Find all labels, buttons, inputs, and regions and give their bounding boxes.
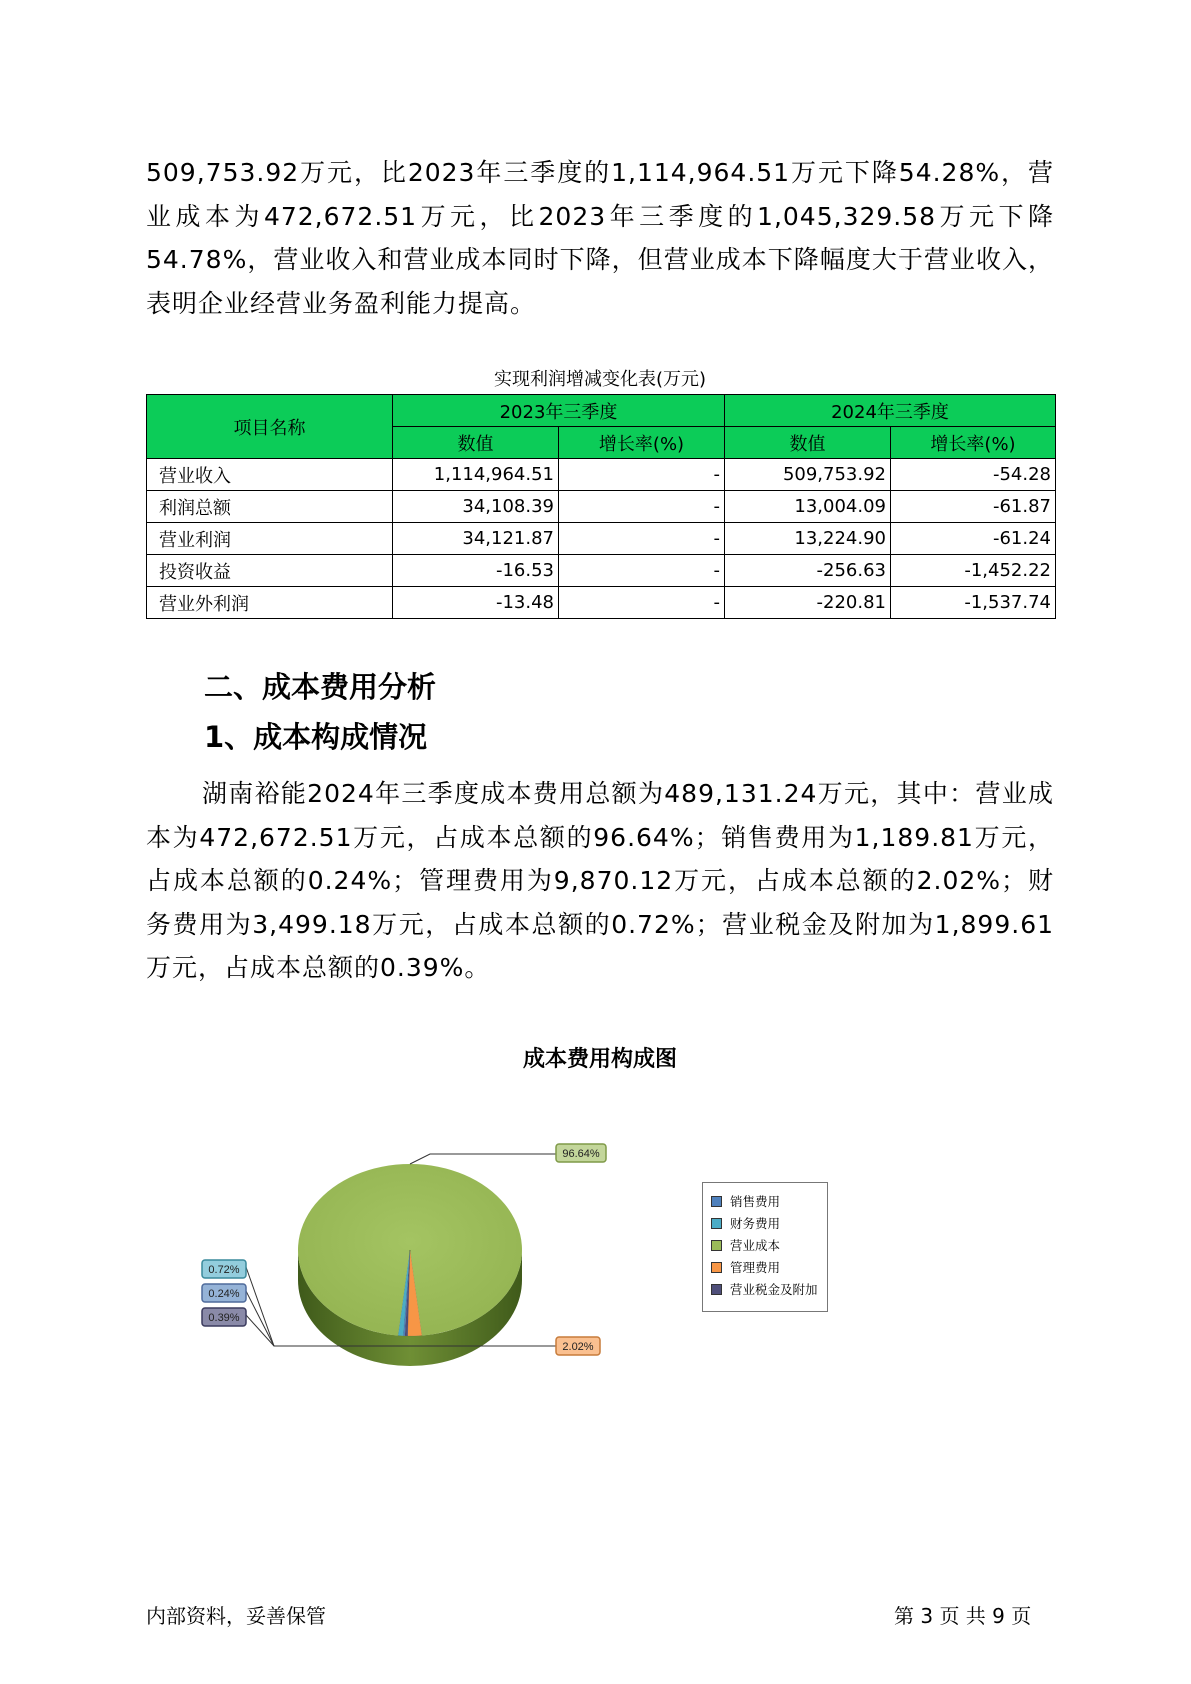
growth-2024: -1,537.74 (891, 587, 1056, 619)
data-label: 96.64% (562, 1148, 600, 1160)
value-2024: -220.81 (725, 587, 891, 619)
data-label: 0.72% (208, 1264, 240, 1276)
profit-change-table (146, 394, 1056, 619)
row-name: 营业利润 (147, 523, 393, 555)
legend-item (711, 1234, 827, 1256)
growth-2023: - (559, 523, 725, 555)
legend-swatch (711, 1218, 722, 1229)
legend-label: 销售费用 (730, 1194, 781, 1209)
intro-paragraph: 509,753.92万元，比2023年三季度的1,114,964.51万元下降54.28%，营业成本为472,672.51万元，比2023年三季度的1,045,329.58万元下降54.78%，营业收入和营业成本同时下降，但营业成本下降幅度大于营业收入，表明企业经营业务盈利能力提高。 (146, 158, 1054, 318)
chart-legend (702, 1182, 828, 1312)
table-row (147, 555, 1056, 587)
growth-2024: -61.87 (891, 491, 1056, 523)
legend-item (711, 1278, 827, 1300)
table-caption: 实现利润增减变化表(万元) (493, 369, 707, 390)
growth-2023: - (559, 587, 725, 619)
legend-item (711, 1212, 827, 1234)
growth-2024: -61.24 (891, 523, 1056, 555)
table-row (147, 459, 1056, 491)
page-number: 第 3 页 共 9 页 (894, 1604, 1032, 1628)
value-2024: 13,224.90 (725, 523, 891, 555)
value-2024: 509,753.92 (725, 459, 891, 491)
value-2023: -16.53 (393, 555, 559, 587)
growth-2023: - (559, 491, 725, 523)
growth-2024: -54.28 (891, 459, 1056, 491)
growth-2023: - (559, 555, 725, 587)
legend-label: 管理费用 (730, 1260, 781, 1275)
value-2023: 1,114,964.51 (393, 459, 559, 491)
header-item-name: 项目名称 (147, 395, 393, 459)
value-2024: 13,004.09 (725, 491, 891, 523)
section-title: 二、成本费用分析 (204, 670, 437, 704)
table-row (147, 587, 1056, 619)
growth-2024: -1,452.22 (891, 555, 1056, 587)
legend-item (711, 1256, 827, 1278)
data-label: 2.02% (562, 1341, 594, 1353)
row-name: 利润总额 (147, 491, 393, 523)
value-2023: 34,121.87 (393, 523, 559, 555)
subheader-value-2024: 数值 (725, 427, 891, 459)
header-2024: 2024年三季度 (725, 395, 1056, 427)
subheader-value-2023: 数值 (393, 427, 559, 459)
table-row (147, 491, 1056, 523)
value-2023: -13.48 (393, 587, 559, 619)
value-2024: -256.63 (725, 555, 891, 587)
legend-swatch (711, 1196, 722, 1207)
header-2023: 2023年三季度 (393, 395, 725, 427)
subsection-title: 1、成本构成情况 (204, 720, 428, 754)
data-label: 0.24% (208, 1288, 240, 1300)
value-2023: 34,108.39 (393, 491, 559, 523)
leader-line-营业成本 (410, 1154, 556, 1164)
cost-paragraph: 湖南裕能2024年三季度成本费用总额为489,131.24万元，其中：营业成本为472,672.51万元，占成本总额的96.64%；销售费用为1,189.81万元，占成本总额的0.24%；管理费用为9,870.12万元，占成本总额的2.02%；财务费用为3,499.18万元，占成本总额的0.72%；营业税金及附加为1,899.61万元，占成本总额的0.39%。 (146, 779, 1054, 982)
subheader-growth-2024: 增长率(%) (891, 427, 1056, 459)
legend-swatch (711, 1262, 722, 1273)
cost-pie-chart (200, 1090, 680, 1390)
legend-item (711, 1190, 827, 1212)
row-name: 营业外利润 (147, 587, 393, 619)
row-name: 投资收益 (147, 555, 393, 587)
legend-label: 营业成本 (730, 1238, 781, 1253)
subheader-growth-2023: 增长率(%) (559, 427, 725, 459)
row-name: 营业收入 (147, 459, 393, 491)
footer-note: 内部资料，妥善保管 (146, 1604, 326, 1628)
legend-swatch (711, 1240, 722, 1251)
chart-title: 成本费用构成图 (522, 1047, 677, 1072)
legend-label: 财务费用 (730, 1216, 781, 1231)
growth-2023: - (559, 459, 725, 491)
table-row (147, 523, 1056, 555)
legend-label: 营业税金及附加 (730, 1282, 818, 1297)
data-label: 0.39% (208, 1312, 240, 1324)
legend-swatch (711, 1284, 722, 1295)
